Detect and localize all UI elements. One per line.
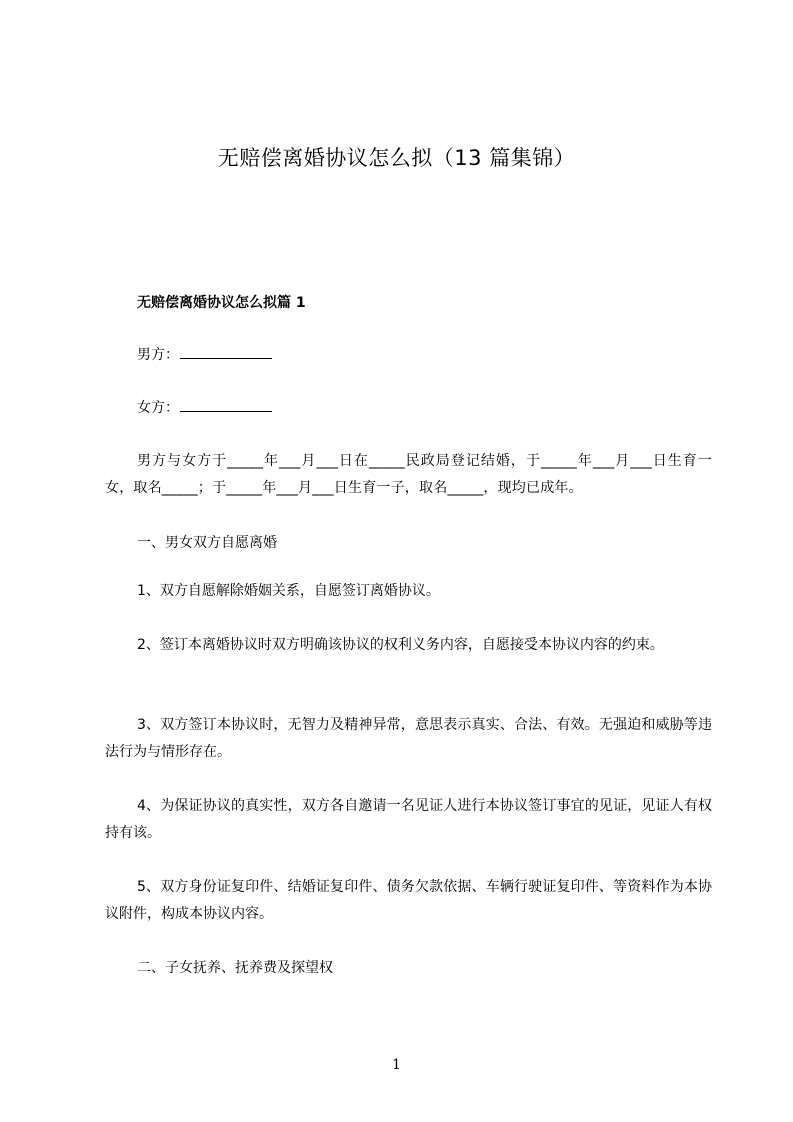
clause-2: 2、签订本离婚协议时双方明确该协议的权利义务内容，自愿接受本协议内容的约束。	[137, 637, 664, 653]
male-party-line	[137, 345, 272, 365]
female-party-label: 女方：	[137, 400, 179, 416]
clause-4: 4、为保证协议的真实性，双方各自邀请一名见证人进行本协议签订事宜的见证，见证人有权持有该。	[105, 798, 712, 841]
marriage-paragraph: 男方与女方于_____年___月___日在_____民政局登记结婚，于_____年___月___日生育一女，取名_____；于_____年___月___日生育一子，取名_____，现均已成年。	[105, 453, 712, 496]
clause-3: 3、双方签订本协议时，无智力及精神异常，意思表示真实、合法、有效。无强迫和威胁等违法行为与情形存在。	[105, 717, 712, 760]
male-party-blank	[180, 345, 272, 359]
clause-5: 5、双方身份证复印件、结婚证复印件、债务欠款依据、车辆行驶证复印件、等资料作为本协议附件，构成本协议内容。	[105, 879, 712, 922]
female-party-blank	[180, 398, 272, 412]
male-party-label: 男方：	[137, 347, 179, 363]
section-heading: 无赔偿离婚协议怎么拟篇 1	[137, 295, 306, 311]
female-party-line	[137, 398, 272, 418]
document-title: 无赔偿离婚协议怎么拟（13 篇集锦）	[217, 146, 576, 170]
page-number: 1	[392, 1057, 401, 1073]
clause-1: 1、双方自愿解除婚姻关系，自愿签订离婚协议。	[137, 583, 440, 599]
heading-voluntary-divorce: 一、男女双方自愿离婚	[137, 535, 277, 551]
heading-child-custody: 二、子女抚养、抚养费及探望权	[137, 960, 333, 976]
